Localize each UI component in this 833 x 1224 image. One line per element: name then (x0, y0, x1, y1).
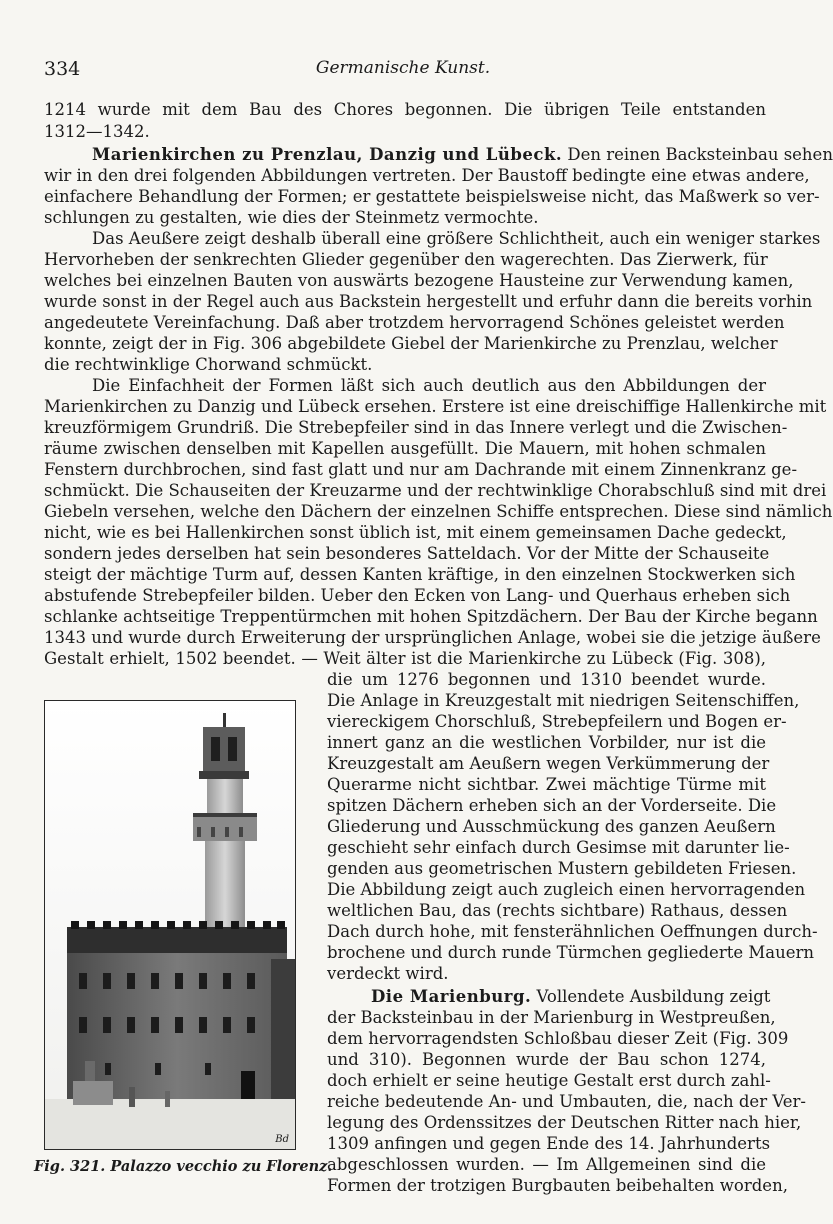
text-line: dem hervorragendsten Schloßbau dieser Zeit (Fig. 309 (327, 1029, 789, 1048)
text-line: schmückt. Die Schauseiten der Kreuzarme und der rechtwinklige Chorabschluß sind mit drei (44, 481, 827, 500)
text-line: angedeutete Vereinfachung. Daß aber trotzdem hervorragend Schönes geleistet werden (44, 313, 785, 332)
text-line: welches bei einzelnen Bauten von auswärts bezogene Hausteine zur Verwendung kamen, (44, 271, 794, 290)
illustrator-signature: Bd (275, 1134, 289, 1145)
text-line: 1309 anfingen und gegen Ende des 14. Jahrhunderts (327, 1134, 771, 1153)
text-line: innert ganz an die westlichen Vorbilder, nur ist die (327, 733, 766, 752)
text-line: räume zwischen denselben mit Kapellen ausgefüllt. Die Mauern, mit hohen schmalen (44, 439, 766, 458)
text-line: Gliederung und Ausschmückung des ganzen Aeußern (327, 817, 776, 836)
text-line: schlanke achtseitige Treppentürmchen mit hohen Spitzdächern. Der Bau der Kirche begann (44, 607, 818, 626)
text-line: verdeckt wird. (327, 964, 449, 983)
text-line: Formen der trotzigen Burgbauten beibehalten worden, (327, 1176, 788, 1195)
text-line: spitzen Dächern erheben sich an der Vorderseite. Die (327, 796, 777, 815)
text-line: der Backsteinbau in der Marienburg in Westpreußen, (327, 1008, 776, 1027)
text-line: Die Anlage in Kreuzgestalt mit niedrigen Seitenschiffen, (327, 691, 800, 710)
text-line: die rechtwinklige Chorwand schmückt. (44, 355, 373, 374)
text-line: Querarme nicht sichtbar. Zwei mächtige Türme mit (327, 775, 766, 794)
text-line: viereckigem Chorschluß, Strebepfeilern und Bogen er- (327, 712, 787, 731)
text-line: die um 1276 begonnen und 1310 beendet wurde. (327, 670, 766, 689)
figure-caption: Fig. 321. Palazzo vecchio zu Florenz. (34, 1158, 333, 1175)
text-line: Giebeln versehen, welche den Dächern der einzelnen Schiffe entsprechen. Diese sind nämlich (44, 502, 833, 521)
text-line: und 310). Begonnen wurde der Bau schon 1274, (327, 1050, 766, 1069)
text-line: abstufende Strebepfeiler bilden. Ueber den Ecken von Lang- und Querhaus erheben sich (44, 586, 791, 605)
text-line: Kreuzgestalt am Aeußern wegen Verkümmerung der (327, 754, 770, 773)
text-line: einfachere Behandlung der Formen; er gestattete beispielsweise nicht, das Maßwerk so ver- (44, 187, 820, 206)
text-line: kreuzförmigem Grundriß. Die Strebepfeiler sind in das Innere verlegt und die Zwischen- (44, 418, 788, 437)
text-line: Dach durch hohe, mit fensterähnlichen Oeffnungen durch- (327, 922, 818, 941)
text-line: sondern jedes derselben hat sein besonderes Satteldach. Vor der Mitte der Schauseite (44, 544, 770, 563)
section-heading-line (327, 987, 771, 1008)
text-line: Das Aeußere zeigt deshalb überall eine größere Schlichtheit, auch ein weniger starkes (92, 229, 821, 248)
text-line: wurde sonst in der Regel auch aus Backstein hergestellt und erfuhr dann die bereits vorhin (44, 292, 813, 311)
text-line: nicht, wie es bei Hallenkirchen sonst üblich ist, mit einem gemeinsamen Dache gedeckt, (44, 523, 787, 542)
page-header (44, 58, 762, 82)
text-line: 1312—1342. (44, 122, 150, 141)
text-line: steigt der mächtige Turm auf, dessen Kanten kräftige, in den einzelnen Stockwerken sich (44, 565, 796, 584)
section-heading-line (44, 145, 833, 166)
text-line: Gestalt erhielt, 1502 beendet. — Weit älter ist die Marienkirche zu Lübeck (Fig. 308), (44, 649, 766, 668)
figure-image (44, 700, 296, 1150)
text-line: brochene und durch runde Türmchen gegliederte Mauern (327, 943, 814, 962)
text-line: genden aus geometrischen Mustern gebildeten Friesen. (327, 859, 797, 878)
text-line: geschieht sehr einfach durch Gesimse mit darunter lie- (327, 838, 790, 857)
text-line: Marienkirchen zu Danzig und Lübeck ersehen. Erstere ist eine dreischiffige Hallenkirche mit (44, 397, 827, 416)
section-heading: Marienkirchen zu Prenzlau, Danzig und Lübeck. (92, 145, 563, 164)
text-line: reiche bedeutende An- und Umbauten, die, nach der Ver- (327, 1092, 806, 1111)
text-line: abgeschlossen wurden. — Im Allgemeinen sind die (327, 1155, 766, 1174)
running-title: Germanische Kunst. (315, 58, 491, 78)
text-line: 1214 wurde mit dem Bau des Chores begonnen. Die übrigen Teile entstanden (44, 100, 766, 119)
section-heading: Die Marienburg. (371, 987, 532, 1006)
text-line: Die Abbildung zeigt auch zugleich einen hervorragenden (327, 880, 806, 899)
text-line: Die Einfachheit der Formen läßt sich auch deutlich aus den Abbildungen der (92, 376, 766, 395)
text-line: doch erhielt er seine heutige Gestalt erst durch zahl- (327, 1071, 771, 1090)
text-line: schlungen zu gestalten, wie dies der Steinmetz vermochte. (44, 208, 539, 227)
text-line: weltlichen Bau, das (rechts sichtbare) Rathaus, dessen (327, 901, 788, 920)
text-line: 1343 und wurde durch Erweiterung der ursprünglichen Anlage, wobei sie die jetzige äußere (44, 628, 821, 647)
text-line: Fenstern durchbrochen, sind fast glatt und nur am Dachrande mit einem Zinnenkranz ge- (44, 460, 798, 479)
text-line: konnte, zeigt der in Fig. 306 abgebildete Giebel der Marienkirche zu Prenzlau, welcher (44, 334, 778, 353)
text-line: legung des Ordenssitzes der Deutschen Ritter nach hier, (327, 1113, 802, 1132)
page-number: 334 (44, 58, 81, 80)
text-span: Den reinen Backsteinbau sehen (567, 145, 833, 164)
text-line: wir in den drei folgenden Abbildungen vertreten. Der Baustoff bedingte eine etwas andere, (44, 166, 810, 185)
text-span: Vollendete Ausbildung zeigt (536, 987, 771, 1006)
text-line: Hervorheben der senkrechten Glieder gegenüber den wagerechten. Das Zierwerk, für (44, 250, 768, 269)
